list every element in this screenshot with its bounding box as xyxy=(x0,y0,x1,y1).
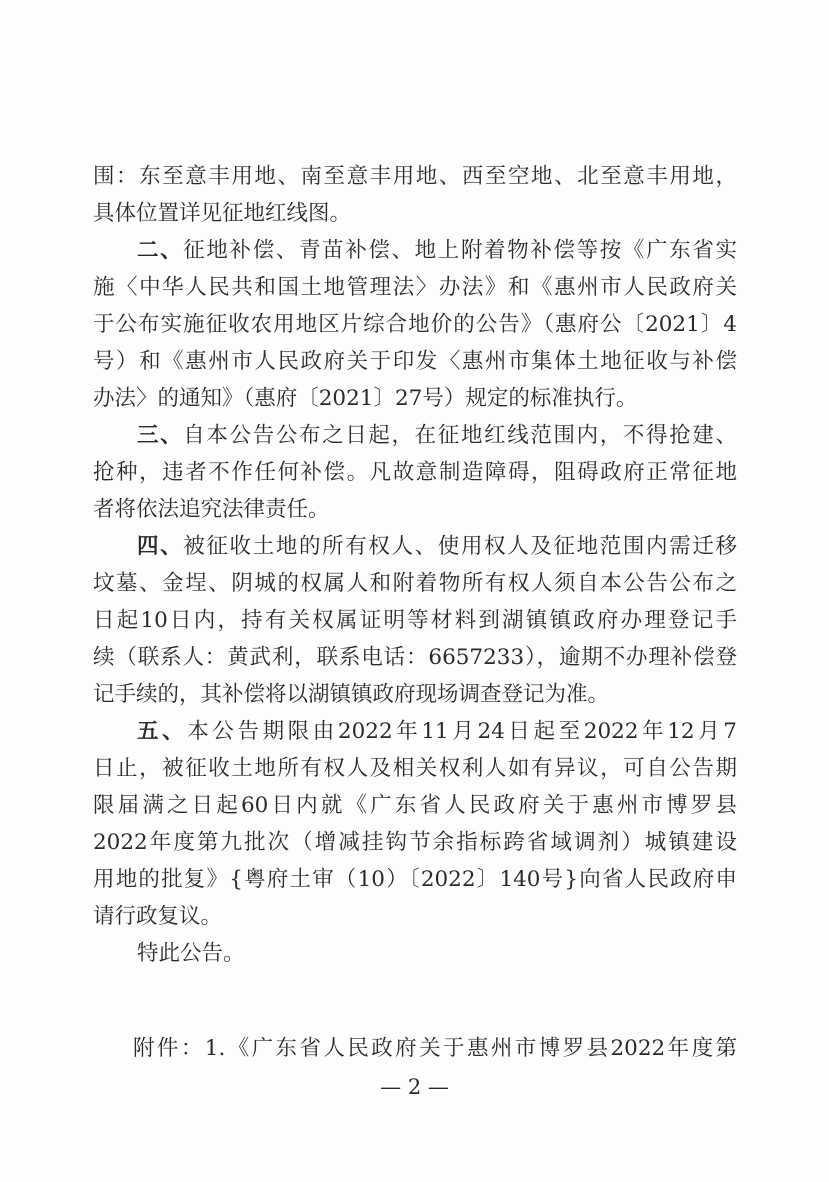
body-line: 抢种，违者不作任何补偿。凡故意制造障碍，阻碍政府正常征地 xyxy=(93,460,737,485)
body-line: 请行政复议。 xyxy=(93,904,223,929)
body-line: 围：东至意丰用地、南至意丰用地、西至空地、北至意丰用地， xyxy=(93,164,737,189)
closing-statement: 特此公告。 xyxy=(137,941,245,966)
body-line: 者将依法追究法律责任。 xyxy=(93,497,330,522)
section-5-heading: 五、 xyxy=(137,719,188,744)
attachment-line xyxy=(133,1030,737,1067)
section-4-first-line: 四、被征收土地的所有权人、使用权人及征地范围内需迁移 xyxy=(137,534,737,559)
attachment-text: 附件：1.《广东省人民政府关于惠州市博罗县2022年度第 xyxy=(133,1036,737,1061)
document-body xyxy=(93,158,737,972)
section-3-first-line: 三、自本公告公布之日起，在征地红线范围内，不得抢建、 xyxy=(137,423,737,448)
body-line: 限届满之日起60日内就《广东省人民政府关于惠州市博罗县 xyxy=(93,793,737,818)
section-4-heading: 四、 xyxy=(137,534,184,559)
body-line: 办法〉的通知》（惠府〔2021〕27号）规定的标准执行。 xyxy=(93,386,638,411)
body-line: 2022年度第九批次（增减挂钩节余指标跨省域调剂）城镇建设 xyxy=(93,830,737,855)
body-line: 记手续的，其补偿将以湖镇镇政府现场调查登记为准。 xyxy=(93,682,610,707)
section-5-first-line: 五、本公告期限由2022年11月24日起至2022年12月7 xyxy=(137,719,737,744)
section-3-heading: 三、 xyxy=(137,423,184,448)
body-line: 用地的批复》{粤府土审（10）〔2022〕140号}向省人民政府申 xyxy=(93,867,737,892)
body-line: 具体位置详见征地红线图。 xyxy=(93,201,352,226)
body-line: 号）和《惠州市人民政府关于印发〈惠州市集体土地征收与补偿 xyxy=(93,349,737,374)
section-2-first-line: 二、征地补偿、青苗补偿、地上附着物补偿等按《广东省实 xyxy=(137,238,737,263)
body-line: 于公布实施征收农用地区片综合地价的公告》（惠府公〔2021〕4 xyxy=(93,312,737,337)
body-line: 日起10日内，持有关权属证明等材料到湖镇镇政府办理登记手 xyxy=(93,608,737,633)
body-line: 施〈中华人民共和国土地管理法〉办法》和《惠州市人民政府关 xyxy=(93,275,737,300)
body-line: 坟墓、金埕、阴城的权属人和附着物所有权人须自本公告公布之 xyxy=(93,571,737,596)
page-number: — 2 — xyxy=(380,1075,449,1099)
body-line: 续（联系人：黄武利，联系电话：6657233），逾期不办理补偿登 xyxy=(93,645,737,670)
section-2-heading: 二、 xyxy=(137,238,184,263)
body-line: 日止，被征收土地所有权人及相关权利人如有异议，可自公告期 xyxy=(93,756,737,781)
